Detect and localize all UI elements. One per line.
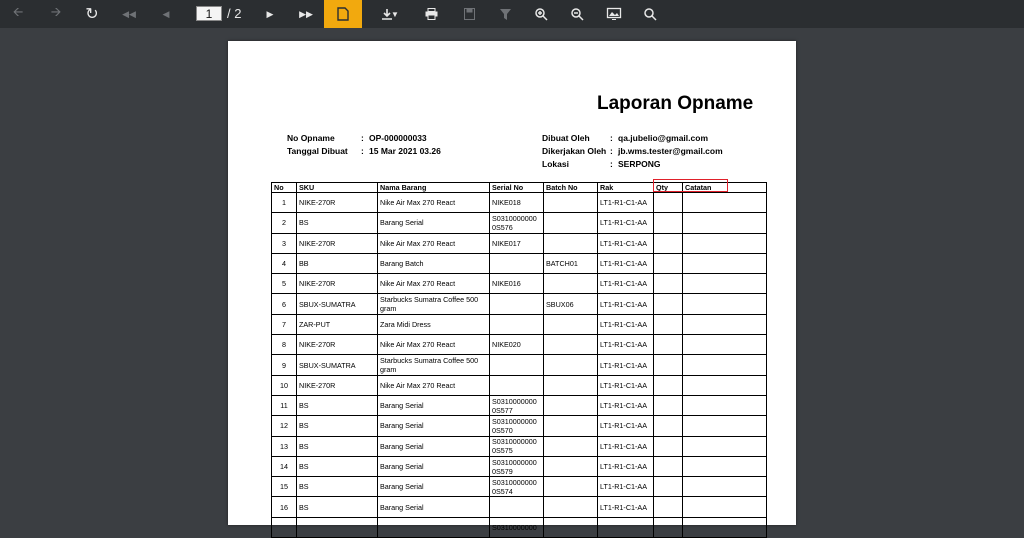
last-page-button[interactable] <box>292 0 320 28</box>
table-cell: Nike Air Max 270 React <box>378 375 490 395</box>
table-cell <box>654 335 683 355</box>
table-cell: NIKE-270R <box>297 375 378 395</box>
table-cell: LT1-R1-C1-AA <box>598 213 654 233</box>
table-row <box>272 335 767 355</box>
table-cell <box>683 497 767 517</box>
table-cell <box>490 294 544 314</box>
table-cell <box>654 274 683 294</box>
table-cell: 3 <box>272 233 297 253</box>
table-cell <box>544 274 598 294</box>
filter-icon <box>500 9 511 20</box>
save-icon <box>464 8 475 20</box>
table-cell <box>490 355 544 375</box>
zoom-in-button[interactable] <box>527 0 555 28</box>
header-serial-no: Serial No <box>490 183 544 193</box>
table-cell <box>683 253 767 273</box>
zoom-out-icon <box>571 8 584 21</box>
table-row <box>272 355 767 375</box>
table-cell: 16 <box>272 497 297 517</box>
dikerjakan-colon: : <box>610 146 613 156</box>
tanggal-label: Tanggal Dibuat <box>287 146 348 156</box>
table-cell <box>683 335 767 355</box>
no-opname-colon: : <box>361 133 364 143</box>
table-cell: 10 <box>272 375 297 395</box>
caret-down-icon: ▼ <box>391 9 399 19</box>
table-cell: 4 <box>272 253 297 273</box>
zoom-out-button[interactable] <box>563 0 591 28</box>
table-cell <box>654 233 683 253</box>
pdf-toolbar <box>0 0 1024 28</box>
header-catatan: Catatan <box>683 183 767 193</box>
table-row <box>272 274 767 294</box>
table-cell: Barang Serial <box>378 436 490 456</box>
table-cell: BB <box>297 253 378 273</box>
table-cell: LT1-R1-C1-AA <box>598 193 654 213</box>
report-title: Laporan Opname <box>597 93 754 114</box>
page-total: / 2 <box>227 6 242 21</box>
table-cell <box>544 233 598 253</box>
table-cell: BS <box>297 456 378 476</box>
filter-button[interactable] <box>491 0 519 28</box>
table-cell: BS <box>297 436 378 456</box>
table-cell: LT1-R1-C1-AA <box>598 477 654 497</box>
lokasi-colon: : <box>610 159 613 169</box>
table-cell: LT1-R1-C1-AA <box>598 456 654 476</box>
table-cell: 13 <box>272 436 297 456</box>
table-cell: Nike Air Max 270 React <box>378 274 490 294</box>
table-cell: Barang Serial <box>378 477 490 497</box>
zoom-in-icon <box>535 8 548 21</box>
table-cell <box>544 335 598 355</box>
table-cell: NIKE-270R <box>297 335 378 355</box>
table-cell <box>544 517 598 537</box>
table-cell: LT1-R1-C1-AA <box>598 497 654 517</box>
table-cell: LT1-R1-C1-AA <box>598 416 654 436</box>
table-cell: 5 <box>272 274 297 294</box>
table-cell: 1 <box>272 193 297 213</box>
table-cell <box>544 436 598 456</box>
header-qty: Qty <box>654 183 683 193</box>
table-cell: S0310000000 0S579 <box>490 456 544 476</box>
document-icon <box>337 7 349 21</box>
table-cell: LT1-R1-C1-AA <box>598 253 654 273</box>
table-row <box>272 497 767 517</box>
header-sku: SKU <box>297 183 378 193</box>
table-cell <box>544 213 598 233</box>
table-cell: ZAR-PUT <box>297 314 378 334</box>
table-cell: Barang Serial <box>378 456 490 476</box>
table-cell: S0310000000 0S575 <box>490 436 544 456</box>
table-cell <box>654 253 683 273</box>
table-cell: 7 <box>272 314 297 334</box>
table-cell: 6 <box>272 294 297 314</box>
table-row <box>272 517 767 537</box>
image-icon <box>607 8 621 20</box>
table-row <box>272 395 767 415</box>
table-row <box>272 213 767 233</box>
arrow-right-icon: 🡪 <box>50 4 62 19</box>
table-cell <box>683 395 767 415</box>
save-button[interactable] <box>455 0 483 28</box>
refresh-icon: ↻ <box>85 6 99 23</box>
table-cell: Barang Batch <box>378 253 490 273</box>
table-cell <box>490 314 544 334</box>
table-cell: BS <box>297 477 378 497</box>
no-opname-value: OP-000000033 <box>369 133 427 143</box>
table-row <box>272 375 767 395</box>
lokasi-label: Lokasi <box>542 159 569 169</box>
table-cell: Nike Air Max 270 React <box>378 335 490 355</box>
table-cell: NIKE016 <box>490 274 544 294</box>
table-cell: SBUX-SUMATRA <box>297 355 378 375</box>
table-cell: SBUX06 <box>544 294 598 314</box>
table-cell <box>654 193 683 213</box>
prev-page-button[interactable] <box>152 0 180 28</box>
header-nama-barang: Nama Barang <box>378 183 490 193</box>
table-cell <box>654 213 683 233</box>
table-cell: 14 <box>272 456 297 476</box>
dibuat-value: qa.jubelio@gmail.com <box>618 133 708 143</box>
search-icon <box>644 8 657 21</box>
forward-button[interactable] <box>42 0 70 28</box>
table-cell <box>490 497 544 517</box>
lokasi-value: SERPONG <box>618 159 661 169</box>
table-cell <box>683 213 767 233</box>
table-cell: NIKE-270R <box>297 274 378 294</box>
table-cell <box>683 517 767 537</box>
table-cell <box>683 314 767 334</box>
table-cell <box>654 294 683 314</box>
table-cell: BATCH01 <box>544 253 598 273</box>
table-cell <box>683 233 767 253</box>
next-page-button[interactable] <box>256 0 284 28</box>
table-row <box>272 193 767 213</box>
qty-catatan-highlight <box>653 179 728 192</box>
arrow-left-icon: 🡨 <box>12 4 24 19</box>
table-cell: 12 <box>272 416 297 436</box>
report-page <box>228 41 796 532</box>
document-view-button[interactable] <box>324 0 362 28</box>
header-rak: Rak <box>598 183 654 193</box>
chevron-right-icon: ▶ <box>266 8 274 19</box>
table-cell <box>297 517 378 537</box>
table-cell <box>544 456 598 476</box>
table-cell: NIKE-270R <box>297 233 378 253</box>
fit-page-button[interactable] <box>600 0 628 28</box>
header-batch-no: Batch No <box>544 183 598 193</box>
table-cell <box>654 395 683 415</box>
table-cell: S0310000000 0S577 <box>490 395 544 415</box>
table-cell: 9 <box>272 355 297 375</box>
table-cell: Barang Serial <box>378 497 490 517</box>
table-cell: S0310000000 0S570 <box>490 416 544 436</box>
table-cell: LT1-R1-C1-AA <box>598 335 654 355</box>
table-cell <box>683 456 767 476</box>
table-cell: LT1-R1-C1-AA <box>598 395 654 415</box>
table-cell: NIKE018 <box>490 193 544 213</box>
table-cell <box>654 416 683 436</box>
no-opname-label: No Opname <box>287 133 335 143</box>
tanggal-colon: : <box>361 146 364 156</box>
table-cell: SBUX-SUMATRA <box>297 294 378 314</box>
back-button[interactable] <box>4 0 32 28</box>
tanggal-value: 15 Mar 2021 03.26 <box>369 146 441 156</box>
table-cell: NIKE-270R <box>297 193 378 213</box>
table-cell: Barang Serial <box>378 395 490 415</box>
table-cell <box>683 416 767 436</box>
printer-icon <box>425 8 438 20</box>
table-cell <box>654 436 683 456</box>
table-cell <box>654 497 683 517</box>
table-cell: LT1-R1-C1-AA <box>598 314 654 334</box>
table-cell: Starbucks Sumatra Coffee 500 gram <box>378 355 490 375</box>
table-cell <box>683 355 767 375</box>
table-cell <box>490 375 544 395</box>
table-row <box>272 477 767 497</box>
table-cell: LT1-R1-C1-AA <box>598 375 654 395</box>
table-cell <box>544 375 598 395</box>
table-cell: Zara Midi Dress <box>378 314 490 334</box>
table-cell <box>654 375 683 395</box>
table-cell <box>654 517 683 537</box>
table-row <box>272 436 767 456</box>
table-cell <box>654 477 683 497</box>
table-cell: S0310000000 0S576 <box>490 213 544 233</box>
table-row <box>272 233 767 253</box>
table-cell <box>544 497 598 517</box>
table-row <box>272 314 767 334</box>
table-cell <box>272 517 297 537</box>
table-cell: NIKE020 <box>490 335 544 355</box>
table-row <box>272 416 767 436</box>
page-number-input[interactable]: 1 <box>196 6 222 21</box>
table-cell: Barang Serial <box>378 213 490 233</box>
print-button[interactable] <box>417 0 445 28</box>
dikerjakan-value: jb.wms.tester@gmail.com <box>618 146 723 156</box>
table-cell: 15 <box>272 477 297 497</box>
download-dropdown[interactable] <box>388 0 402 28</box>
table-cell: LT1-R1-C1-AA <box>598 436 654 456</box>
table-cell <box>654 456 683 476</box>
table-cell: Barang Serial <box>378 416 490 436</box>
dibuat-label: Dibuat Oleh <box>542 133 590 143</box>
table-cell: LT1-R1-C1-AA <box>598 233 654 253</box>
opname-table <box>271 182 767 538</box>
table-cell: LT1-R1-C1-AA <box>598 274 654 294</box>
table-cell <box>683 294 767 314</box>
table-cell <box>683 477 767 497</box>
chevron-left-icon: ◀ <box>162 8 170 19</box>
table-cell: BS <box>297 497 378 517</box>
first-page-button[interactable] <box>115 0 143 28</box>
table-cell <box>544 395 598 415</box>
table-cell: LT1-R1-C1-AA <box>598 294 654 314</box>
table-cell: NIKE017 <box>490 233 544 253</box>
header-no: No <box>272 183 297 193</box>
table-cell: 11 <box>272 395 297 415</box>
table-cell <box>490 253 544 273</box>
table-cell: S0310000000 0S574 <box>490 477 544 497</box>
table-cell: BS <box>297 395 378 415</box>
search-button[interactable] <box>636 0 664 28</box>
table-cell <box>544 314 598 334</box>
dibuat-colon: : <box>610 133 613 143</box>
table-cell <box>683 375 767 395</box>
table-cell: Nike Air Max 270 React <box>378 193 490 213</box>
table-cell: BS <box>297 213 378 233</box>
table-cell <box>683 436 767 456</box>
table-cell: 2 <box>272 213 297 233</box>
double-chevron-right-icon: ▶▶ <box>299 8 313 19</box>
table-cell: S0310000000 <box>490 517 544 537</box>
table-cell <box>378 517 490 537</box>
double-chevron-left-icon: ◀◀ <box>122 8 136 19</box>
table-cell <box>544 193 598 213</box>
table-cell <box>683 274 767 294</box>
table-cell <box>654 355 683 375</box>
table-cell <box>654 314 683 334</box>
table-cell <box>598 517 654 537</box>
dikerjakan-label: Dikerjakan Oleh <box>542 146 607 156</box>
table-cell <box>544 477 598 497</box>
table-cell <box>544 416 598 436</box>
table-row <box>272 456 767 476</box>
refresh-button[interactable] <box>78 0 106 28</box>
table-cell: LT1-R1-C1-AA <box>598 355 654 375</box>
table-cell: BS <box>297 416 378 436</box>
table-cell: 8 <box>272 335 297 355</box>
table-cell: Nike Air Max 270 React <box>378 233 490 253</box>
table-cell <box>683 193 767 213</box>
table-row <box>272 294 767 314</box>
table-cell: Starbucks Sumatra Coffee 500 gram <box>378 294 490 314</box>
table-cell <box>544 355 598 375</box>
table-row <box>272 253 767 273</box>
